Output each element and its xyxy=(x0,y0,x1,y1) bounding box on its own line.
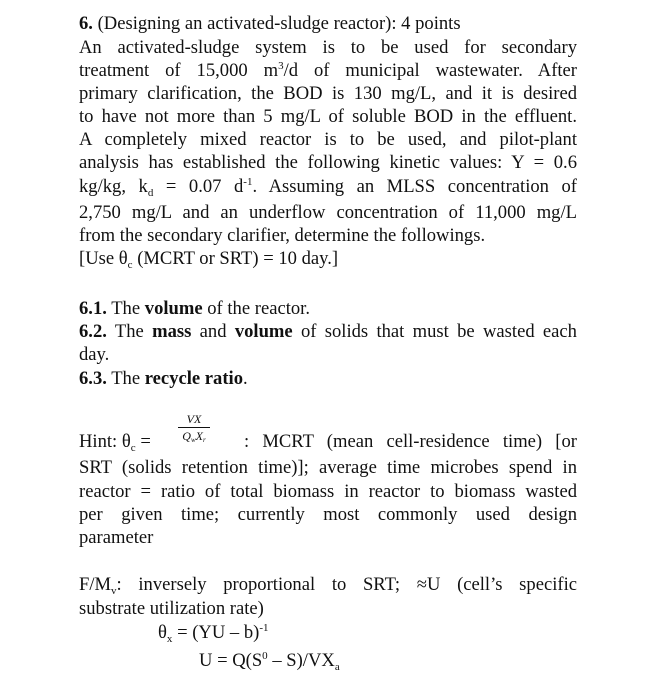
problem-text-line-6: analysis has established the following kinetic values: Y = 0.6 xyxy=(79,152,577,173)
fraction-bar xyxy=(178,427,210,428)
problem-text-line-1: An activated-sludge system is to be used for secondary xyxy=(79,37,577,58)
problem-title-text: (Designing an activated-sludge reactor): 4 points xyxy=(92,13,461,34)
question-6-2-continued: day. xyxy=(79,344,110,365)
fraction-denominator: $Q_wX_r$ xyxy=(182,429,206,444)
fm-line-2: substrate utilization rate) xyxy=(79,598,264,619)
equation-u: $U = Q(S^0 - S)/VX_a$ xyxy=(199,650,340,673)
hint-line-5: parameter xyxy=(79,527,154,548)
problem-text-line-5: A completely mixed reactor is to be used, and pilot-plant xyxy=(79,129,577,150)
fm-line-1: $F/M_v$: inversely proportional to SRT; ≈U (cell’s specific xyxy=(79,574,577,596)
problem-text-line-8: 2,750 mg/L and an underflow concentration of 11,000 mg/L xyxy=(79,202,577,223)
superscript-3: 3 xyxy=(278,60,284,72)
subscript-d: d xyxy=(147,187,154,198)
superscript-neg1: -1 xyxy=(243,176,253,188)
problem-text-line-7: kg/kg, $k_d = 0.07$ $d^{-1}$. Assuming an MLSS concentration of xyxy=(79,176,577,198)
problem-text-line-9: from the secondary clarifier, determine the followings. xyxy=(79,225,486,246)
hint-line-1: : MCRT (mean cell-residence time) [or xyxy=(244,431,577,452)
hint-line-2: SRT (solids retention time)]; average time microbes spend in xyxy=(79,457,577,478)
problem-number: 6. xyxy=(79,13,93,34)
problem-title xyxy=(79,12,577,35)
use-srt-note: [Use $\theta_c$ (MCRT or SRT) = 10 day.] xyxy=(79,248,339,271)
question-6-3: 6.3. The recycle ratio. xyxy=(79,368,248,389)
hint-label: Hint: $\theta_c$ = xyxy=(79,431,151,454)
problem-text-line-2: treatment of 15,000 $m^3/d$ of municipal wastewater. After xyxy=(79,60,577,81)
equation-theta-x: $\theta_x = (YU - b)^{-1}$ xyxy=(158,622,269,645)
question-6-1: 6.1. The volume of the reactor. xyxy=(79,298,310,319)
problem-text-line-4: to have not more than 5 mg/L of soluble BOD in the effluent. xyxy=(79,106,577,127)
fraction-numerator: VX xyxy=(186,412,202,426)
hint-line-3: reactor = ratio of total biomass in reactor to biomass wasted xyxy=(79,481,577,502)
hint-line-4: per given time; currently most commonly used design xyxy=(79,504,577,525)
problem-text-line-3: primary clarification, the BOD is 130 mg/L, and it is desired xyxy=(79,83,577,104)
question-6-2: 6.2. The mass and volume of solids that must be wasted each xyxy=(79,321,577,342)
